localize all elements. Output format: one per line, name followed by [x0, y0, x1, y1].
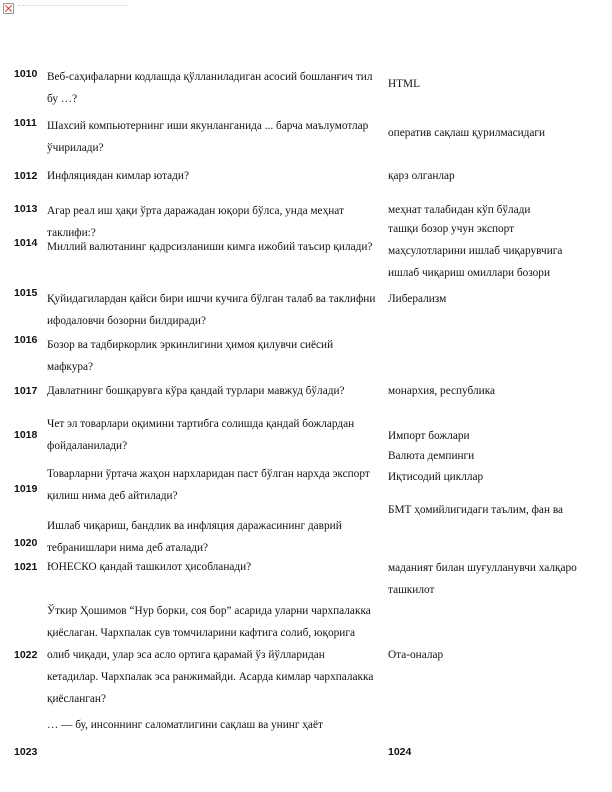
answer-text: HTML	[388, 78, 421, 90]
question-number: 1024	[388, 746, 412, 758]
answer-text: меҳнат талабидан кўп бўлади	[388, 204, 531, 216]
broken-image-icon	[3, 3, 14, 14]
question-number: 1012	[14, 170, 38, 182]
answer-text: монархия, республика	[388, 385, 496, 397]
question-number: 1011	[14, 117, 37, 129]
question-text: Бозор ва тадбиркорлик эркинлигини ҳимоя қилувчи сиёсий мафкура?	[47, 339, 334, 373]
question-text: Чет эл товарлари оқимини тартибга солишда қандай божлардан фойдаланилади?	[47, 418, 355, 452]
answer-text: Ота-оналар	[388, 649, 444, 661]
question-number: 1023	[14, 746, 38, 758]
question-number: 1022	[14, 649, 38, 661]
question-number: 1013	[14, 203, 38, 215]
image-caption-placeholder	[18, 5, 128, 9]
answer-text: Иқтисодий цикллар	[388, 471, 484, 483]
question-text: Миллий валютанинг қадрсизланиши кимга ижобий таъсир қилади?	[47, 241, 373, 253]
question-number: 1010	[14, 68, 38, 80]
answer-text: ишлаб чиқариш омиллари бозори	[388, 267, 550, 279]
question-text: Агар реал иш ҳақи ўрта даражадан юқори бўлса, унда меҳнат таклифи:?	[47, 205, 344, 239]
question-text: … — бу, инсоннинг саломатлигини сақлаш ва унинг ҳаёт	[47, 719, 323, 731]
question-number: 1015	[14, 287, 38, 299]
answer-text: оператив сақлаш қурилмасидаги	[388, 127, 546, 139]
answer-text: ташкилот	[388, 584, 435, 596]
answer-text: Либерализм	[388, 293, 447, 305]
question-number: 1021	[14, 561, 38, 573]
question-text: Шахсий компьютернинг иши якунланганида ... барча маълумотлар ўчирилади?	[47, 120, 369, 154]
answer-text: ташқи бозор учун экспорт	[388, 223, 515, 235]
question-text: Давлатнинг бошқарувга кўра қандай турлари мавжуд бўлади?	[47, 385, 345, 397]
question-number: 1018	[14, 429, 38, 441]
question-text: Веб-саҳифаларни кодлашда қўлланиладиган асосий бошланғич тил бу …?	[47, 71, 373, 105]
question-text: Товарларни ўртача жаҳон нархларидан паст бўлган нархда экспорт қилиш нима деб айтилади?	[47, 468, 370, 502]
answer-text: қарз олганлар	[388, 170, 455, 182]
question-number: 1016	[14, 334, 38, 346]
answer-text: Импорт божлари	[388, 430, 470, 442]
question-text: Ўткир Ҳошимов “Нур борки, соя бор” асарида уларни чархпалакка қиёслаган. Чархпалак сув томчиларини кафтига солиб, юқорига олиб чиқади, улар эса асло ортига қарамай ўз йўлларидан кетадилар. Чархпалак эса ранжимайди. Асарда кимлар чархпалакка қиёсланган?	[47, 605, 374, 705]
answer-text: БМТ ҳомийлигидаги таълим, фан ва	[388, 504, 564, 516]
answer-text: Валюта демпинги	[388, 450, 475, 462]
question-text: Инфляциядан кимлар ютади?	[47, 170, 189, 182]
question-number: 1014	[14, 237, 38, 249]
question-text: ЮНЕСКО қандай ташкилот ҳисобланади?	[47, 561, 252, 573]
question-number: 1017	[14, 385, 38, 397]
question-text: Қуйидагилардан қайси бири ишчи кучига бўлган талаб ва таклифни ифодаловчи бозорни билдиради?	[47, 293, 376, 327]
question-number: 1020	[14, 537, 38, 549]
question-text: Ишлаб чиқариш, бандлик ва инфляция даражасининг даврий тебранишлари нима деб аталади?	[47, 520, 342, 554]
answer-text: маданият билан шуғулланувчи халқаро	[388, 562, 577, 574]
answer-text: маҳсулотларини ишлаб чиқарувчига	[388, 245, 563, 257]
question-number: 1019	[14, 483, 38, 495]
